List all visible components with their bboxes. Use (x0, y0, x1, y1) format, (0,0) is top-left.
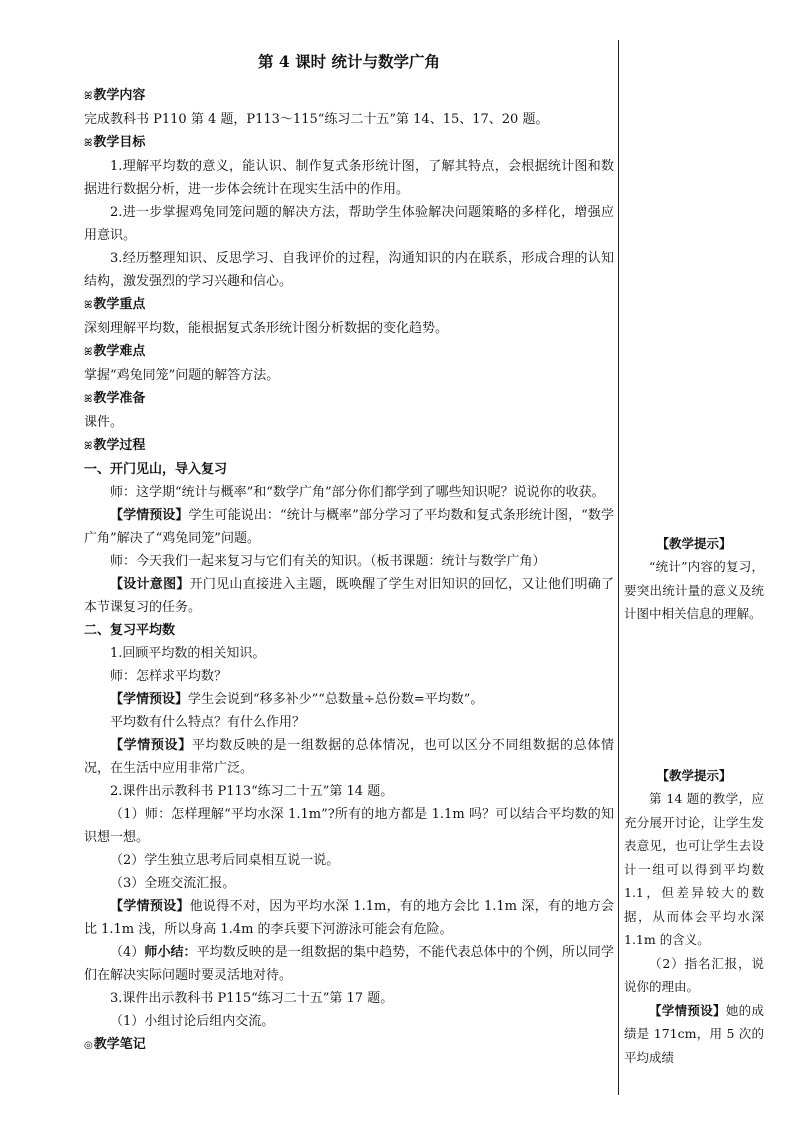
main-column (84, 50, 614, 1057)
sidebar-tip (624, 532, 764, 626)
notes-icon: ◎ (84, 1040, 93, 1051)
key-text: 深刻理解平均数，能根据复式条形统计图分析数据的变化趋势。 (84, 321, 449, 336)
paragraph: 【设计意图】开门见山直接进入主题，既唤醒了学生对旧知识的回忆，又让他们明确了本节课复习的任务。 (84, 577, 614, 615)
section-heading-key: ꕤ教学重点 (84, 297, 146, 312)
leaf-icon: ꕤ (84, 394, 93, 405)
paragraph: （3）全班交流汇报。 (110, 876, 236, 891)
difficulty-text: 掌握“鸡兔同笼”问题的解答方法。 (84, 368, 280, 383)
tip-label: 【教学提示】 (656, 768, 732, 783)
section-heading-prep: ꕤ教学准备 (84, 391, 146, 406)
sidebar-tip (624, 764, 764, 1069)
part2-title: 二、复习平均数 (84, 623, 176, 638)
page-title: 第 4 课时 统计与数学广角 (258, 52, 440, 71)
paragraph: 师：这学期“统计与概率”和“数学广角”部分你们都学到了哪些知识呢？说说你的收获。 (110, 485, 605, 500)
tip-text: “统计”内容的复习，要突出统计量的意义及统计图中相关信息的理解。 (624, 559, 764, 621)
goal-item: 3.经历整理知识、反思学习、自我评价的过程，沟通知识的内在联系，形成合理的认知结构，激发强烈的学习兴趣和信心。 (84, 251, 614, 289)
paragraph: 【学情预设】他说得不对，因为平均水深 1.1m，有的地方会比 1.1m 深，有的地方会比 1.1m 浅，所以身高 1.4m 的李兵要下河游泳可能会有危险。 (84, 899, 614, 937)
paragraph: 【学情预设】学生可能说出：“统计与概率”部分学习了平均数和复式条形统计图，“数学广角”解决了“鸡兔同笼”问题。 (84, 508, 614, 546)
paragraph: （4）师小结：平均数反映的是一组数据的集中趋势，不能代表总体中的个例，所以同学们在解决实际问题时要灵活地对待。 (84, 945, 614, 983)
leaf-icon: ꕤ (84, 91, 93, 102)
leaf-icon: ꕤ (84, 300, 93, 311)
sidebar-divider (618, 40, 619, 1095)
section-heading-difficulty: ꕤ教学难点 (84, 344, 146, 359)
goal-item: 1.理解平均数的意义，能认识、制作复式条形统计图，了解其特点，会根据统计图和数据进行数据分析，进一步体会统计在现实生活中的作用。 (84, 159, 614, 197)
tip-label: 【教学提示】 (656, 536, 732, 551)
section-heading-content: ꕤ教学内容 (84, 88, 146, 103)
paragraph: （1）师：怎样理解“平均水深 1.1m”?所有的地方都是 1.1m 吗？可以结合平均数的知识想一想。 (84, 807, 614, 845)
section-heading-goals: ꕤ教学目标 (84, 135, 146, 150)
paragraph: 2.课件出示教科书 P113“练习二十五”第 14 题。 (110, 784, 394, 799)
paragraph: 师：今天我们一起来复习与它们有关的知识。（板书课题：统计与数学广角） (110, 554, 546, 569)
prep-text: 课件。 (84, 415, 124, 430)
leaf-icon: ꕤ (84, 138, 93, 149)
leaf-icon: ꕤ (84, 441, 93, 452)
leaf-icon: ꕤ (84, 347, 93, 358)
paragraph: 平均数有什么特点？有什么作用？ (110, 715, 306, 730)
paragraph: 师：怎样求平均数？ (110, 669, 228, 684)
tip-text: 第 14 题的教学，应充分展开讨论，让学生发表意见，也可让学生去设计一组可以得到平均数 1.1，但差异较大的数据，从而体会平均水深 1.1m 的含义。 (624, 791, 764, 947)
part1-title: 一、开门见山，导入复习 (84, 462, 228, 477)
paragraph: （2）学生独立思考后同桌相互说一说。 (110, 853, 340, 868)
section-heading-process: ꕤ教学过程 (84, 438, 146, 453)
content-text: 完成教科书 P110 第 4 题，P113～115“练习二十五”第 14、15、17、20 题。 (84, 112, 549, 127)
paragraph: （1）小组讨论后组内交流。 (110, 1014, 275, 1029)
paragraph: 【学情预设】平均数反映的是一组数据的总体情况，也可以区分不同组数据的总体情况，在生活中应用非常广泛。 (84, 738, 614, 776)
paragraph: 1.回顾平均数的相关知识。 (110, 646, 266, 661)
goal-item: 2.进一步掌握鸡兔同笼问题的解决方法，帮助学生体验解决问题策略的多样化，增强应用意识。 (84, 205, 614, 243)
section-heading-notes: ◎教学笔记 (84, 1037, 146, 1052)
tip-text: （2）指名汇报，说说你的理由。 (624, 955, 764, 994)
paragraph: 3.课件出示教科书 P115“练习二十五”第 17 题。 (110, 991, 394, 1006)
paragraph: 【学情预设】学生会说到“移多补少”“总数量÷总份数=平均数”。 (110, 692, 484, 707)
tip-text: 【学情预设】她的成绩是 171cm，用 5 次的平均成绩 (624, 1002, 764, 1065)
